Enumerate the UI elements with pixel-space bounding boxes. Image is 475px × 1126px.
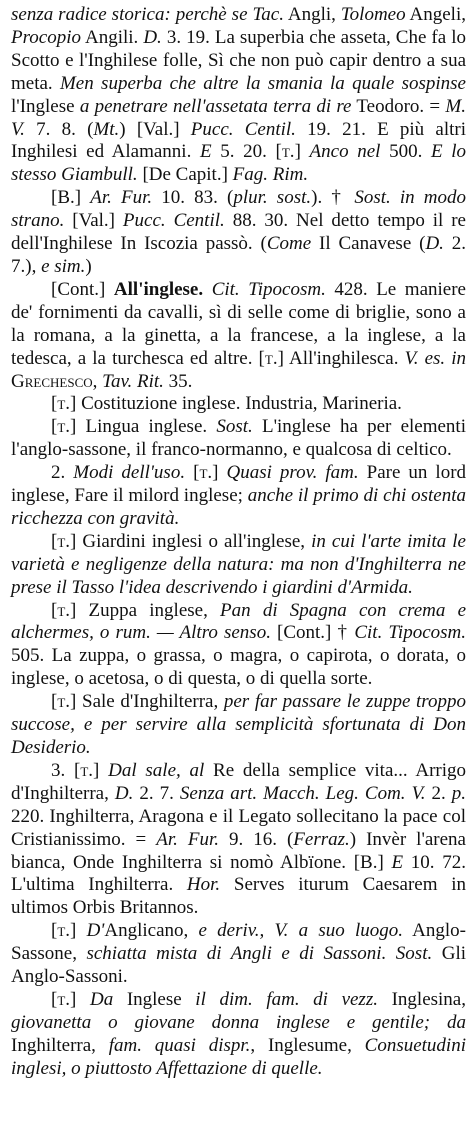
text-run: [Val.] bbox=[64, 210, 123, 232]
text-run: 88. 30. Nel detto tempo il re dell'Inghilese In Iscozia passò. ( bbox=[11, 210, 466, 255]
text-run: [ bbox=[51, 920, 58, 942]
text-run bbox=[203, 279, 212, 300]
text-run: ) [Val.] bbox=[119, 118, 191, 140]
text-run: Re della semplice vita... Arrigo d'Inghilterra, bbox=[11, 759, 467, 804]
italic-run: Cit. Tipocosm. bbox=[354, 622, 467, 644]
italic-run: Quasi prov. fam. bbox=[226, 462, 359, 484]
italic-run: E lo stesso Giambull. bbox=[11, 141, 467, 186]
text-run: ] bbox=[70, 988, 90, 1010]
text-run: ] bbox=[212, 462, 227, 484]
small-caps-run: t. bbox=[57, 530, 71, 552]
text-run: ] bbox=[93, 759, 109, 781]
text-run: ). † bbox=[311, 187, 355, 209]
italic-run: Sost. bbox=[216, 416, 253, 438]
text-run: 10. 83. ( bbox=[152, 187, 234, 209]
italic-run: V. es. in bbox=[404, 347, 467, 369]
bold-run: All'inglese. bbox=[113, 278, 204, 300]
text-run: ) Invèr l'arena bianca, Onde Inghilterra si nomò Albïone. [B.] bbox=[11, 828, 466, 873]
dictionary-paragraph bbox=[11, 920, 466, 989]
italic-run: D. bbox=[114, 782, 134, 804]
italic-run: Pucc. Centil. bbox=[190, 118, 296, 140]
italic-run: Senza art. Macch. Leg. Com. V. bbox=[179, 782, 426, 804]
text-run: l'Inglese bbox=[11, 95, 80, 117]
text-run: ] Costituzione inglese. Industria, Marineria. bbox=[70, 393, 402, 415]
dictionary-paragraph bbox=[11, 531, 466, 600]
text-run: L'inglese ha per elementi l'anglo-sassone, il franco-normanno, e qualcosa di celtico. bbox=[11, 416, 466, 461]
dictionary-paragraph bbox=[11, 187, 466, 279]
small-caps-run: t. bbox=[57, 920, 71, 942]
italic-run: Ar. Fur. bbox=[156, 828, 220, 850]
text-run: , bbox=[92, 370, 103, 392]
text-run: 2. 7. bbox=[133, 782, 180, 804]
small-caps-run: Grechesco bbox=[11, 370, 93, 392]
text-run: Gli Anglo-Sassoni. bbox=[11, 943, 467, 988]
italic-run: Modi dell'uso. bbox=[73, 462, 186, 484]
text-run: ] bbox=[70, 920, 87, 942]
text-run: Anglo-Sassone, bbox=[11, 920, 466, 965]
text-run: 19. 21. E più altri Inghilesi ed Alamanni. bbox=[11, 118, 467, 163]
text-run: 428. Le maniere de' fornimenti da cavalli, sì di selle come di briglie, sono a la romana, a la ginetta, a la francese, a la inglese, a la tedesca, a la turchesca ed altre. [ bbox=[11, 278, 466, 369]
text-run: 7. 8. ( bbox=[24, 118, 94, 140]
dictionary-paragraph bbox=[11, 279, 466, 394]
text-run: ] Zuppa inglese, bbox=[70, 599, 221, 621]
text-run: Inghilterra, bbox=[11, 1034, 109, 1056]
text-run: Teodoro. = bbox=[351, 95, 446, 117]
small-caps-run: t. bbox=[57, 416, 71, 438]
italic-run: Dal sale, al bbox=[108, 759, 205, 781]
italic-run: fam. quasi dispr. bbox=[108, 1034, 251, 1056]
text-run: 2. bbox=[425, 782, 452, 804]
italic-run: D' bbox=[86, 920, 105, 942]
italic-run: Ar. Fur. bbox=[90, 187, 153, 209]
italic-run: Pan di Spagna con crema e alchermes, o rum. — Altro senso. bbox=[11, 599, 466, 644]
text-run: , Inglesume, bbox=[250, 1034, 365, 1056]
text-run: 35. bbox=[163, 370, 193, 392]
italic-run: Sost. in modo strano. bbox=[11, 187, 467, 232]
text-run: [ bbox=[51, 599, 58, 621]
text-run: [ bbox=[51, 691, 58, 713]
text-run: 2. bbox=[51, 462, 74, 484]
small-caps-run: t. bbox=[57, 393, 71, 415]
italic-run: E bbox=[199, 141, 212, 163]
italic-run: per far passare le zuppe troppo succose, e per servire alla semplicità sfortunata di Don Desiderio. bbox=[11, 691, 466, 758]
italic-run: e deriv., V. a suo luogo. bbox=[198, 920, 403, 942]
text-run: 5. 20. [ bbox=[211, 141, 282, 163]
text-run: Inglese bbox=[113, 988, 196, 1010]
dictionary-paragraph bbox=[11, 4, 466, 187]
text-run: 500. bbox=[380, 141, 431, 163]
small-caps-run: t. bbox=[80, 759, 94, 781]
text-run: 10. 72. L'ultima Inghilterra. bbox=[11, 851, 467, 896]
text-run: [ bbox=[51, 530, 58, 552]
text-run: [ bbox=[185, 462, 200, 484]
small-caps-run: t. bbox=[281, 141, 295, 163]
dictionary-paragraph bbox=[11, 462, 466, 531]
italic-run: Da bbox=[89, 988, 114, 1010]
italic-run: plur. sost. bbox=[233, 187, 312, 209]
small-caps-run: t. bbox=[199, 462, 213, 484]
italic-run: giovanetta o giovane donna inglese e gentile; da bbox=[11, 1011, 466, 1033]
text-run: [Cont.] † bbox=[270, 622, 355, 644]
dictionary-paragraph bbox=[11, 393, 466, 416]
italic-run: Fag. Rim. bbox=[232, 164, 309, 186]
small-caps-run: t. bbox=[264, 347, 278, 369]
text-run: Anglicano, bbox=[104, 920, 199, 942]
italic-run: Come bbox=[266, 233, 312, 255]
italic-run: Cit. Tipocosm. bbox=[211, 278, 326, 300]
text-run: ) bbox=[85, 255, 92, 277]
italic-run: a penetrare nell'assetata terra di re bbox=[79, 95, 352, 117]
text-run: Angeli, bbox=[405, 4, 466, 25]
text-run: ] Lingua inglese. bbox=[70, 416, 217, 438]
text-run: [B.] bbox=[51, 187, 91, 209]
text-run: Inglesina, bbox=[377, 988, 466, 1010]
dictionary-paragraph bbox=[11, 416, 466, 462]
text-run: [ bbox=[51, 988, 58, 1010]
text-run: Pare un lord inglese, Fare il milord inglese; bbox=[11, 462, 467, 507]
text-run: 2. 7.), bbox=[11, 233, 467, 277]
text-run: Angli, bbox=[283, 4, 341, 25]
text-run: Il Canavese ( bbox=[311, 233, 426, 255]
small-caps-run: t. bbox=[57, 691, 71, 713]
dictionary-paragraph bbox=[11, 691, 466, 760]
text-run: [ bbox=[51, 416, 58, 438]
dictionary-paragraph bbox=[11, 760, 466, 920]
italic-run: p. bbox=[451, 782, 467, 804]
italic-run: Men superba che altre la smania la quale sospinse bbox=[59, 72, 466, 94]
text-run: 220. Inghilterra, Aragona e il Legato sollecitano la pace col Cristianissimo. = bbox=[11, 805, 466, 850]
text-run: [De Capit.] bbox=[137, 164, 233, 186]
dictionary-paragraph bbox=[11, 989, 466, 1081]
text-run: ] All'inghilesca. bbox=[277, 347, 405, 369]
dictionary-paragraph bbox=[11, 600, 466, 692]
text-run: [Cont.] bbox=[51, 278, 114, 300]
text-run: 3. 19. La superbia che asseta, Che fa lo Scotto e l'Inghilese folle, Sì che non può capir dentro a sua meta. bbox=[11, 26, 466, 94]
text-run: 505. La zuppa, o grassa, o magra, o capirota, o dorata, o inglese, o acetosa, o di questa, o di quella sorte. bbox=[11, 645, 466, 690]
italic-run: Tav. Rit. bbox=[102, 370, 164, 392]
text-run: ] Sale d'Inghilterra, bbox=[70, 691, 224, 713]
text-run: [ bbox=[51, 393, 58, 415]
italic-run: e sim. bbox=[41, 255, 86, 277]
italic-run: il dim. fam. di vezz. bbox=[195, 988, 378, 1010]
italic-run: Consuetudini inglesi, o piuttosto Affettazione di quelle. bbox=[11, 1034, 466, 1079]
text-run: ] Giardini inglesi o all'inglese, bbox=[70, 530, 312, 552]
text-run: Angili. bbox=[81, 26, 144, 48]
italic-run: senza radice storica: perchè se Tac. bbox=[11, 4, 284, 25]
italic-run: Tolomeo bbox=[340, 4, 406, 25]
italic-run: E bbox=[391, 851, 404, 873]
italic-run: D. bbox=[425, 233, 444, 255]
italic-run: Anco nel bbox=[309, 141, 381, 163]
italic-run: Ferraz. bbox=[293, 828, 350, 850]
italic-run: Procopio bbox=[11, 26, 82, 48]
small-caps-run: t. bbox=[57, 988, 71, 1010]
small-caps-run: t. bbox=[57, 599, 71, 621]
italic-run: Pucc. Centil. bbox=[122, 210, 225, 232]
text-run: ] bbox=[294, 141, 310, 163]
italic-run: anche il primo di chi ostenta ricchezza con gravità. bbox=[11, 485, 466, 529]
italic-run: M. V. bbox=[11, 95, 466, 140]
italic-run: Mt. bbox=[93, 118, 120, 140]
text-run: 3. [ bbox=[51, 759, 81, 781]
italic-run: D. bbox=[143, 26, 162, 48]
italic-run: in cui l'arte imita le varietà e negligenze della natura: ma non d'Inghilterra ne prese il Tasso l'idea descrivendo i giardini d'Armida. bbox=[11, 530, 466, 598]
italic-run: schiatta mista di Angli e di Sassoni. Sost. bbox=[86, 943, 433, 965]
italic-run: Hor. bbox=[186, 874, 221, 896]
text-run: Serves iturum Caesarem in ultimos Orbis Britannos. bbox=[11, 874, 466, 919]
text-run: 9. 16. ( bbox=[219, 828, 294, 850]
